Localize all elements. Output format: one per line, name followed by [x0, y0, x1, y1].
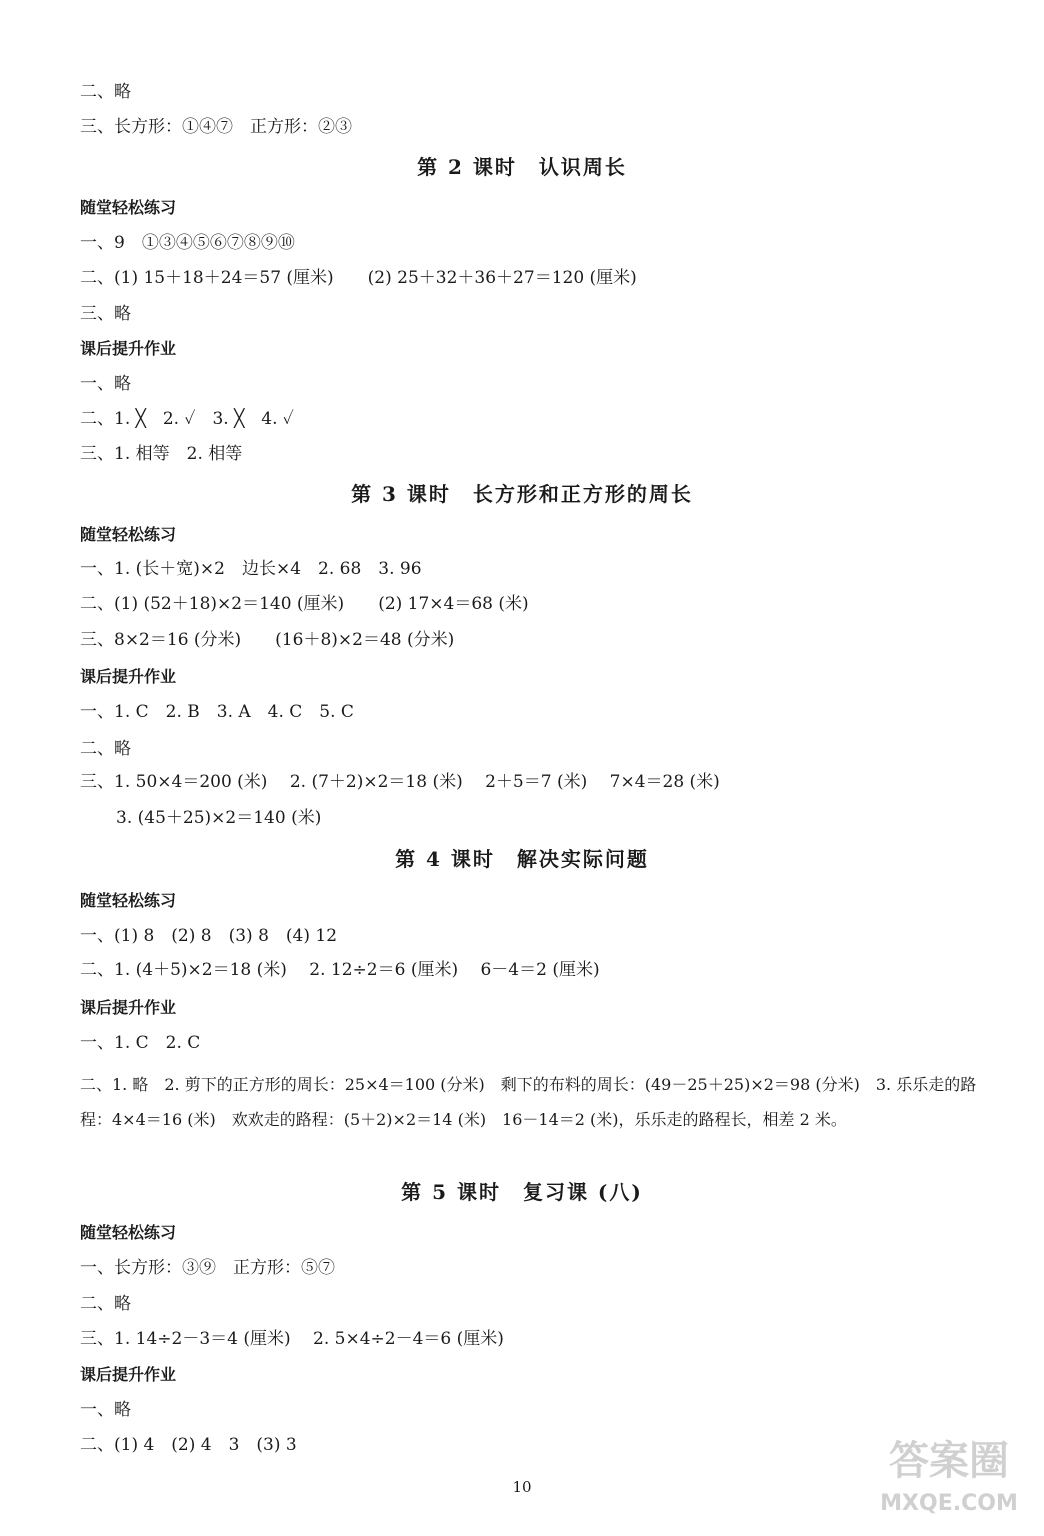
lesson-heading: 第 5 课时 复习课 (八)	[401, 1180, 643, 1204]
answer-line: 一、1. C 2. B 3. A 4. C 5. C	[80, 702, 354, 722]
answer-line: 一、(1) 8 (2) 8 (3) 8 (4) 12	[80, 926, 338, 946]
watermark-logo	[874, 1422, 1024, 1522]
answer-line: 一、1. (长＋宽)×2 边长×4 2. 68 3. 96	[80, 559, 422, 579]
watermark-text: 答案圈	[889, 1438, 1009, 1484]
section-title: 课后提升作业	[80, 339, 177, 358]
answer-line: 二、略	[80, 82, 131, 102]
answer-line: 三、1. 50×4＝200 (米) 2. (7＋2)×2＝18 (米) 2＋5＝7 (米) 7×4＝28 (米)	[80, 772, 720, 792]
answer-line: 一、1. C 2. C	[80, 1033, 201, 1053]
watermark-url: MXQE.COM	[880, 1491, 1018, 1516]
section-title: 课后提升作业	[80, 998, 177, 1017]
answer-paragraph: 二、1. 略 2. 剪下的正方形的周长：25×4＝100 (分米) 剩下的布料的周长：(49－25＋25)×2＝98 (分米) 3. 乐乐走的路程：4×4＝16 (米) 欢欢走的路程：(5＋2)×2＝14 (米) 16－14＝2 (米)，乐乐走的路程长，相差 2 米。	[80, 1075, 977, 1129]
answer-line: 三、1. 14÷2－3＝4 (厘米) 2. 5×4÷2－4＝6 (厘米)	[80, 1329, 504, 1349]
lesson-heading: 第 4 课时 解决实际问题	[395, 847, 649, 871]
answer-line: 三、长方形：①④⑦ 正方形：②③	[80, 117, 352, 137]
lesson-heading: 第 3 课时 长方形和正方形的周长	[351, 482, 693, 506]
answer-line: 二、略	[80, 739, 131, 759]
answer-line: 二、1. ╳ 2. ✓ 3. ╳ 4. ✓	[80, 409, 294, 429]
answer-line: 二、1. (4＋5)×2＝18 (米) 2. 12÷2＝6 (厘米) 6－4＝2 (厘米)	[80, 960, 600, 980]
answer-line: 三、1. 相等 2. 相等	[80, 444, 243, 464]
section-title: 随堂轻松练习	[80, 1223, 177, 1242]
page-number: 10	[512, 1478, 532, 1496]
section-title: 随堂轻松练习	[80, 891, 177, 910]
section-title: 随堂轻松练习	[80, 198, 177, 217]
answer-line: 二、(1) 4 (2) 4 3 (3) 3	[80, 1435, 297, 1455]
answer-line: 三、8×2＝16 (分米) (16＋8)×2＝48 (分米)	[80, 630, 455, 650]
answer-line: 3. (45＋25)×2＝140 (米)	[116, 808, 322, 828]
section-title: 课后提升作业	[80, 667, 177, 686]
answer-line: 二、(1) 15＋18＋24＝57 (厘米) (2) 25＋32＋36＋27＝120 (厘米)	[80, 268, 637, 288]
answer-line: 一、长方形：③⑨ 正方形：⑤⑦	[80, 1258, 335, 1278]
answer-line: 一、略	[80, 1400, 131, 1420]
section-title: 课后提升作业	[80, 1365, 177, 1384]
lesson-heading: 第 2 课时 认识周长	[417, 155, 627, 179]
answer-line: 二、略	[80, 1294, 131, 1314]
answer-line: 三、略	[80, 304, 131, 324]
answer-line: 一、略	[80, 374, 131, 394]
section-title: 随堂轻松练习	[80, 525, 177, 544]
answer-line: 一、9 ①③④⑤⑥⑦⑧⑨⑩	[80, 233, 295, 253]
answer-line: 二、(1) (52＋18)×2＝140 (厘米) (2) 17×4＝68 (米)	[80, 594, 529, 614]
